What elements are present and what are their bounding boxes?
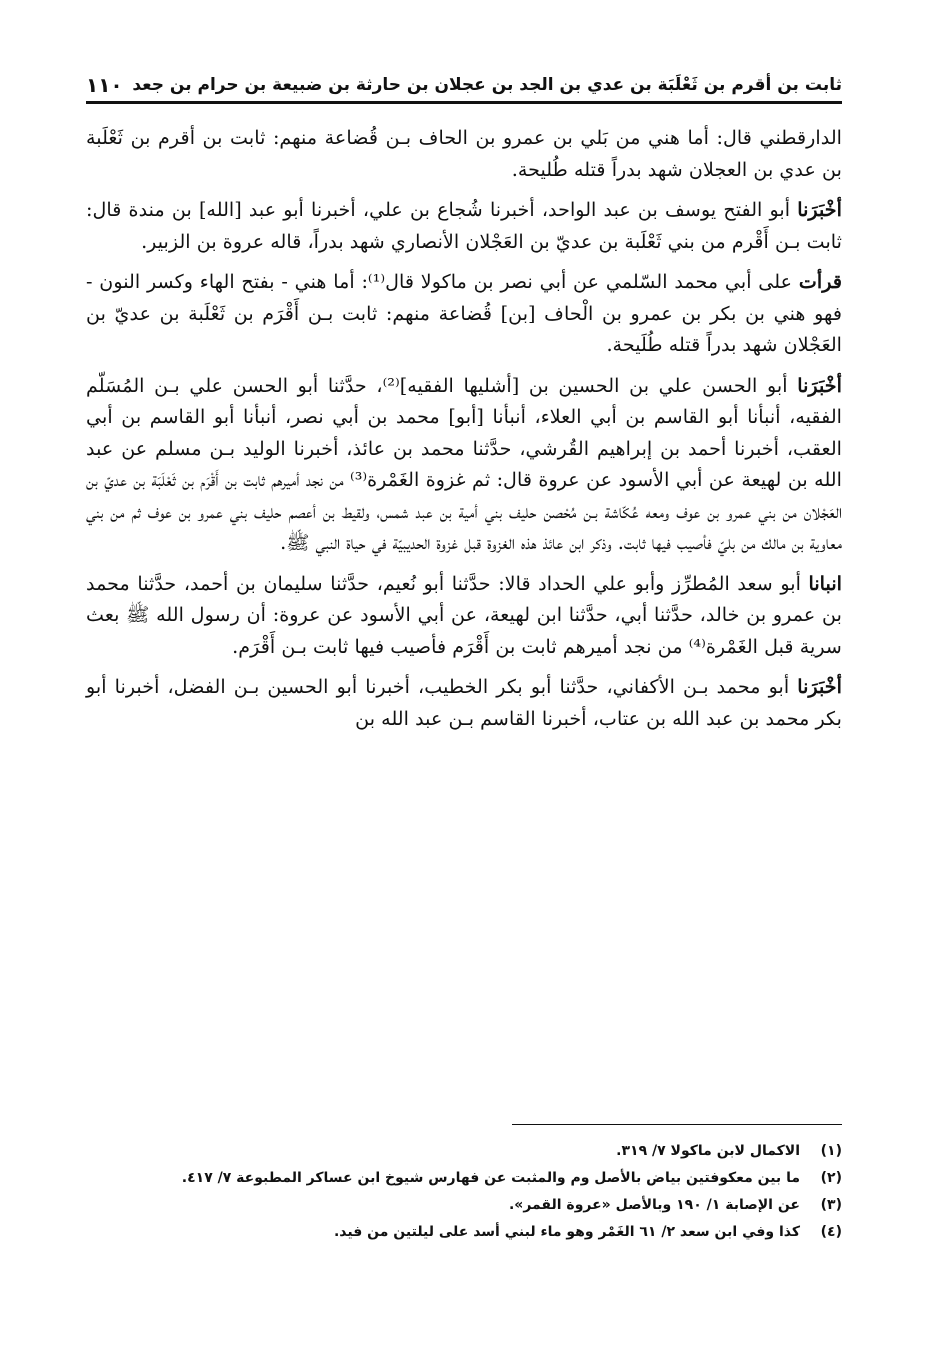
paragraph-lead: أخْبَرَنا [797, 675, 842, 698]
paragraph-text: أبو سعد المُطرِّز وأبو علي الحداد قالا: حدَّثنا أبو نُعيم، حدَّثنا سليمان بن أحمد، حدَّثنا محمد بن عمرو بن خالد، حدَّثنا أبي، حدَّثنا ابن لهيعة، عن أبي الأسود عن عروة: أن رسول الله ﷺ بعث سرية قبل الغَمْرة⁽⁴⁾ من نجد أميرهم ثابت بن أَقْرَم فأصيب فيها ثابت بـن أَقْرَم. [86, 571, 842, 658]
footnote-number: (١) [820, 1143, 842, 1159]
footnote-number: (٣) [820, 1197, 842, 1213]
paragraph-text: على أبي محمد السّلمي عن أبي نصر بن ماكولا قال⁽¹⁾: أما هني - بفتح الهاء وكسر النون - فهو هني بن بكر بن عمرو بن الْحاف [بن] قُضاعة منهم: ثابت بـن أَقْرَم بن ثَعْلَبة بن عديّ بن العَجْلان شهد بدراً قتله طُلَيحة. [86, 270, 842, 356]
paragraph-text: الدارقطني قال: أما هني من بَلي بن عمرو بن الحاف بـن قُضاعة منهم: ثابت بن أقرم بن ثَعْلَبة بن عدي بن العجلان شهد بدراً قتله طُليحة. [86, 126, 842, 181]
footnote-text: ما بين معكوفتين بياض بالأصل وم والمثبت عن فهارس شيوخ ابن عساكر المطبوعة ٧/ ٤١٧. [181, 1170, 800, 1186]
page-number: ١١٠ [86, 73, 123, 97]
main-text [86, 122, 842, 743]
paragraph [86, 194, 842, 257]
paragraph [86, 266, 842, 361]
paragraph-lead: انبانا [808, 571, 842, 595]
header-title: ثابت بن أقرم بن ثَعْلَبَة بن عدي بن الجد بن عجلان بن حارثة بن ضبيعة بن حرام بن جعد [132, 75, 842, 95]
footnote-number: (٤) [820, 1224, 842, 1240]
paragraph [86, 370, 842, 559]
footnote-number: (٢) [820, 1170, 842, 1186]
paragraph-lead: قرأت [798, 270, 842, 293]
paragraph-lead: أخْبَرَنا [797, 373, 842, 397]
header-rule [86, 101, 842, 104]
footnote-text: عن الإصابة ١/ ١٩٠ وبالأصل «عروة القمر». [508, 1197, 800, 1213]
footnotes [86, 1138, 842, 1246]
footnote [86, 1219, 842, 1246]
footnote [86, 1138, 842, 1165]
paragraph-lead: أخْبَرَنا [797, 198, 842, 221]
paragraph [86, 122, 842, 185]
footnote-text: كذا وفي ابن سعد ٢/ ٦١ الغَمْر وهو ماء لبني أسد على ليلتين من فيد. [333, 1224, 800, 1240]
footnote [86, 1165, 842, 1192]
footnote-text: الاكمال لابن ماكولا ٧/ ٣١٩. [616, 1143, 800, 1159]
paragraph-text: أبو محمد بـن الأكفاني، حدَّثنا أبو بكر الخطيب، أخبرنا أبو الحسين بـن الفضل، أخبرنا أبو بكر محمد بن عبد الله بن عتاب، أخبرنا القاسم بـن عبد الله بن [86, 675, 842, 730]
paragraph [86, 671, 842, 734]
paragraph-text: أبو الحسن علي بن الحسين بن [أشليها الفقيه]⁽²⁾، حدَّثنا أبو الحسن علي بـن المُسَلّم الفقيه، أنبأنا أبو القاسم بن أبي العلاء، أنبأنا [أبو] محمد بن أبي نصر، أنبأنا أبو القاسم بن أبي العقب، أخبرنا أحمد بن إبراهيم القُرشي، حدَّثنا محمد بن عائذ، أخبرنا الوليد بـن مسلم عن عبد الله بن لهيعة عن أبي الأسود عن عروة قال: ثم غزوة الغَمْرة⁽³⁾ من نجد أميرهم ثابت بن أَقْرَم بن ثَعْلَبَة بن عديّ بن العَجْلان من بني عمرو بن عوف ومعه عُكّاشة بـن مُحْصن حليف بني أمية بن عبد شمس، ولقيط بن أعصم حليف بني عمرو بن عوف ثم من بني معاوية بن مالك من بليّ فأصيب فيها ثابت. وذكر ابن عائذ هذه الغزوة قبل غزوة الحديبيّة في حياة النبي ﷺ. [86, 373, 842, 554]
footnote-separator [512, 1124, 842, 1125]
footnote [86, 1192, 842, 1219]
paragraph [86, 568, 842, 663]
running-header [86, 56, 842, 100]
paragraph-text: أبو الفتح يوسف بن عبد الواحد، أخبرنا شُجاع بن علي، أخبرنا أبو عبد [الله] بن مندة قال: ثابت بـن أَقْرم من بني ثَعْلَبة بن عديّ بن العَجْلان الأنصاري شهد بدراً، قاله عروة بن الزبير. [86, 198, 842, 253]
